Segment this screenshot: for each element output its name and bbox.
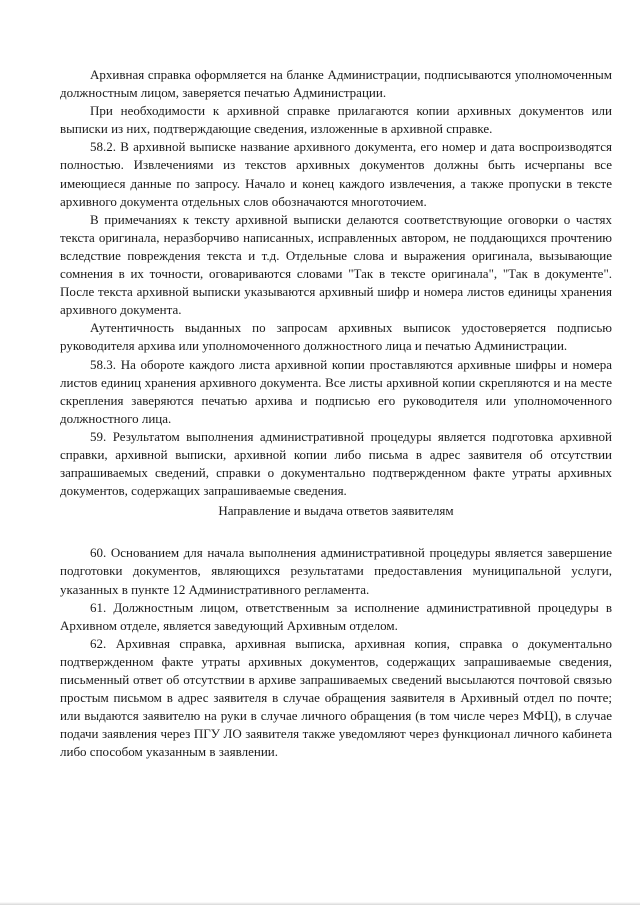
paragraph: Архивная справка оформляется на бланке Администрации, подписываются уполномоченным должностным лицом, заверяется печатью Администрации. (60, 67, 612, 101)
paragraph: В примечаниях к тексту архивной выписки делаются соответствующие оговорки о частях текста оригинала, неразборчиво написанных, исправленных автором, не поддающихся прочтению вследствие повреждения текста и т.д. Отдельные слова и выражения оригинала, вызывающие сомнения в их точности, оговариваются словами "Так в тексте оригинала", "Так в документе". После текста архивной выписки указываются архивный шифр и номера листов единицы хранения архивного документа. (60, 211, 612, 318)
paragraph: 60. Основанием для начала выполнения административной процедуры является завершение подготовки документов, являющихся результатами предоставления муниципальной услуги, указанных в пункте 12 Административного регламента. (60, 545, 612, 597)
paragraph: Аутентичность выданных по запросам архивных выписок удостоверяется подписью руководителя архива или уполномоченного должностного лица и печатью Администрации. (60, 320, 612, 354)
paragraph: 58.3. На обороте каждого листа архивной копии проставляются архивные шифры и номера листов единиц хранения архивного документа. Все листы архивной копии скрепляются и на месте скрепления заверяются печатью архива и подписью его руководителя или уполномоченного должностного лица. (60, 356, 612, 426)
paragraph: 62. Архивная справка, архивная выписка, архивная копия, справка о документально подтвержденном факте утраты архивных документов, содержащих запрашиваемые сведения, письменный ответ об отсутствии в архиве запрашиваемых сведений высылаются почтовой связью простым письмом в адрес заявителя в случае обращения заявителя в Архивный отдел по почте; или выдаются заявителю на руки в случае личного обращения (в том числе через МФЦ), в случае подачи заявления через ПГУ ЛО заявителя также уведомляют через функционал личного кабинета либо способом указанным в заявлении. (60, 635, 612, 760)
section-heading: Направление и выдача ответов заявителям (218, 503, 454, 519)
document-body (60, 66, 612, 761)
paragraph: При необходимости к архивной справке прилагаются копии архивных документов или выписки из них, подтверждающие сведения, изложенные в архивной справке. (60, 103, 612, 137)
paragraph: 58.2. В архивной выписке название архивного документа, его номер и дата воспроизводятся полностью. Извлечениями из текстов архивных документов должны быть исчерпаны все имеющиеся данные по запросу. Начало и конец каждого извлечения, а также пропуски в тексте архивного документа отдельных слов обозначаются многоточием. (60, 139, 612, 209)
paragraph: 61. Должностным лицом, ответственным за исполнение административной процедуры в Архивном отделе, является заведующий Архивным отделом. (60, 599, 612, 633)
paragraph: 59. Результатом выполнения административной процедуры является подготовка архивной справки, архивной выписки, архивной копии либо письма в адрес заявителя об отсутствии запрашиваемых сведений, справки о документально подтвержденном факте утраты архивных документов, содержащих запрашиваемые сведения. (60, 428, 612, 499)
